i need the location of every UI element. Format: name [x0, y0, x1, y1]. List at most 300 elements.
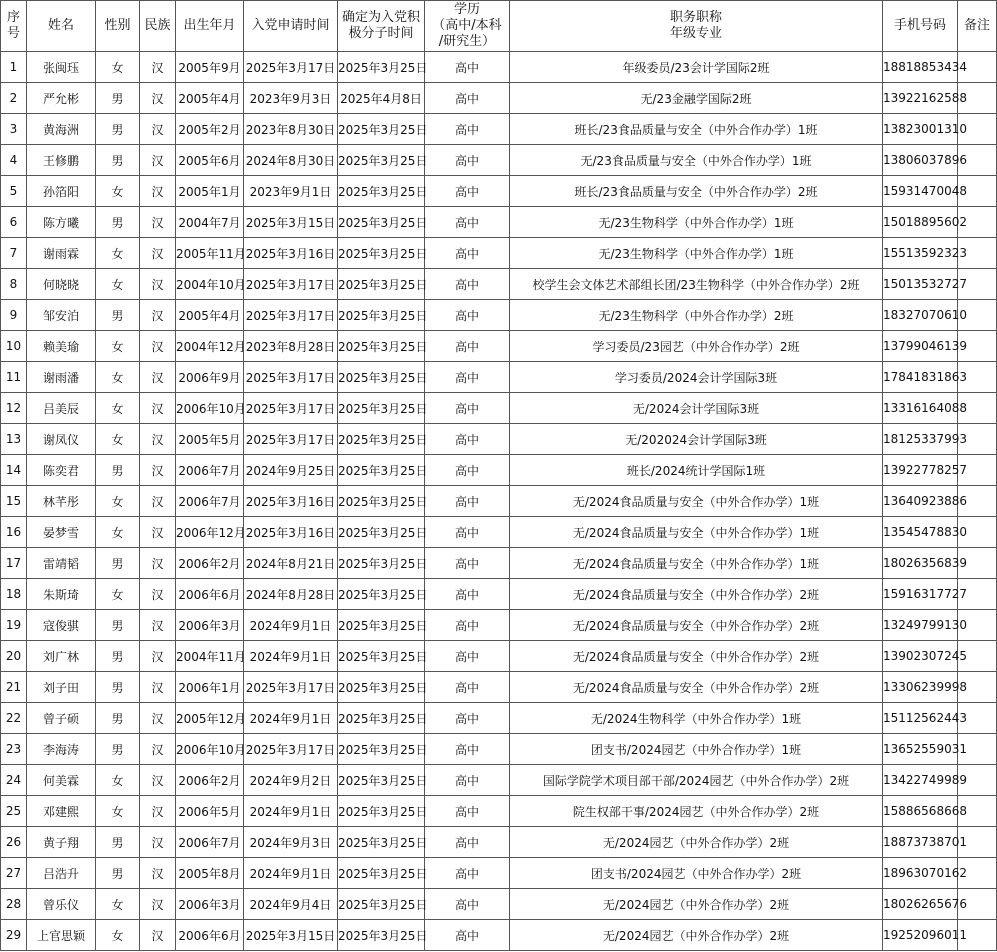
cell-apply-date: 2024年9月1日	[244, 858, 338, 889]
cell-name: 晏梦雪	[27, 517, 96, 548]
cell-gender: 男	[96, 548, 140, 579]
cell-apply-date: 2024年9月1日	[244, 796, 338, 827]
cell-name: 朱斯琦	[27, 579, 96, 610]
cell-birth: 2006年6月	[176, 920, 244, 951]
cell-education: 高中	[425, 796, 510, 827]
cell-position: 无/202024会计学国际3班	[510, 424, 883, 455]
table-row	[1, 269, 997, 300]
header-name: 姓名	[27, 1, 96, 52]
cell-gender: 女	[96, 486, 140, 517]
cell-gender: 女	[96, 920, 140, 951]
cell-position: 无/2024食品质量与安全（中外合作办学）1班	[510, 548, 883, 579]
cell-name: 谢雨潘	[27, 362, 96, 393]
cell-gender: 男	[96, 703, 140, 734]
cell-ethnicity: 汉	[140, 238, 176, 269]
cell-confirm-date: 2025年3月25日	[338, 238, 425, 269]
header-position: 职务职称 年级专业	[510, 1, 883, 52]
cell-education: 高中	[425, 548, 510, 579]
cell-ethnicity: 汉	[140, 734, 176, 765]
header-apply-date: 入党申请时间	[244, 1, 338, 52]
cell-name: 严允彬	[27, 83, 96, 114]
cell-position: 团支书/2024园艺（中外合作办学）2班	[510, 858, 883, 889]
cell-apply-date: 2025年3月17日	[244, 269, 338, 300]
cell-ethnicity: 汉	[140, 145, 176, 176]
cell-phone: 13422749989	[883, 765, 958, 796]
cell-phone: 13799046139	[883, 331, 958, 362]
cell-num: 2	[1, 83, 27, 114]
cell-num: 29	[1, 920, 27, 951]
cell-num: 12	[1, 393, 27, 424]
cell-ethnicity: 汉	[140, 300, 176, 331]
cell-birth: 2006年2月	[176, 548, 244, 579]
cell-name: 邹安泊	[27, 300, 96, 331]
table-row	[1, 238, 997, 269]
cell-num: 10	[1, 331, 27, 362]
cell-apply-date: 2024年9月1日	[244, 641, 338, 672]
cell-birth: 2006年12月	[176, 517, 244, 548]
cell-gender: 女	[96, 796, 140, 827]
cell-num: 15	[1, 486, 27, 517]
cell-name: 曾子硕	[27, 703, 96, 734]
cell-ethnicity: 汉	[140, 703, 176, 734]
cell-birth: 2004年10月	[176, 269, 244, 300]
cell-ethnicity: 汉	[140, 455, 176, 486]
cell-confirm-date: 2025年3月25日	[338, 176, 425, 207]
cell-position: 无/2024园艺（中外合作办学）2班	[510, 827, 883, 858]
cell-education: 高中	[425, 486, 510, 517]
cell-education: 高中	[425, 734, 510, 765]
cell-num: 20	[1, 641, 27, 672]
cell-num: 23	[1, 734, 27, 765]
cell-phone: 13545478830	[883, 517, 958, 548]
cell-education: 高中	[425, 672, 510, 703]
cell-birth: 2006年10月	[176, 734, 244, 765]
cell-education: 高中	[425, 269, 510, 300]
cell-confirm-date: 2025年3月25日	[338, 300, 425, 331]
cell-name: 邓建熙	[27, 796, 96, 827]
cell-confirm-date: 2025年3月25日	[338, 827, 425, 858]
table-row	[1, 765, 997, 796]
cell-apply-date: 2025年3月17日	[244, 362, 338, 393]
table-header	[1, 1, 997, 52]
cell-education: 高中	[425, 176, 510, 207]
cell-confirm-date: 2025年3月25日	[338, 207, 425, 238]
cell-num: 6	[1, 207, 27, 238]
cell-ethnicity: 汉	[140, 765, 176, 796]
cell-ethnicity: 汉	[140, 424, 176, 455]
cell-apply-date: 2023年9月3日	[244, 83, 338, 114]
cell-education: 高中	[425, 610, 510, 641]
cell-phone: 18963070162	[883, 858, 958, 889]
cell-birth: 2005年6月	[176, 145, 244, 176]
table-row	[1, 517, 997, 548]
cell-num: 9	[1, 300, 27, 331]
cell-phone: 15916317727	[883, 579, 958, 610]
cell-position: 学习委员/23园艺（中外合作办学）2班	[510, 331, 883, 362]
cell-num: 18	[1, 579, 27, 610]
cell-name: 李海涛	[27, 734, 96, 765]
cell-ethnicity: 汉	[140, 641, 176, 672]
cell-ethnicity: 汉	[140, 393, 176, 424]
table-row	[1, 703, 997, 734]
cell-name: 雷靖韬	[27, 548, 96, 579]
cell-name: 谢凤仪	[27, 424, 96, 455]
cell-phone: 13922778257	[883, 455, 958, 486]
cell-phone: 18026265676	[883, 889, 958, 920]
cell-num: 7	[1, 238, 27, 269]
cell-birth: 2005年8月	[176, 858, 244, 889]
table-row	[1, 889, 997, 920]
cell-position: 国际学院学术项目部干部/2024园艺（中外合作办学）2班	[510, 765, 883, 796]
cell-position: 无/2024食品质量与安全（中外合作办学）1班	[510, 517, 883, 548]
cell-confirm-date: 2025年3月25日	[338, 610, 425, 641]
cell-apply-date: 2025年3月17日	[244, 424, 338, 455]
cell-confirm-date: 2025年3月25日	[338, 672, 425, 703]
cell-birth: 2006年1月	[176, 672, 244, 703]
cell-name: 赖美瑜	[27, 331, 96, 362]
cell-phone: 13922162588	[883, 83, 958, 114]
cell-birth: 2006年2月	[176, 765, 244, 796]
table-row	[1, 734, 997, 765]
cell-name: 吕浩升	[27, 858, 96, 889]
cell-confirm-date: 2025年3月25日	[338, 269, 425, 300]
cell-position: 无/2024园艺（中外合作办学）2班	[510, 889, 883, 920]
cell-num: 28	[1, 889, 27, 920]
cell-birth: 2006年5月	[176, 796, 244, 827]
cell-position: 学习委员/2024会计学国际3班	[510, 362, 883, 393]
cell-ethnicity: 汉	[140, 114, 176, 145]
header-gender: 性别	[96, 1, 140, 52]
cell-phone: 19252096011	[883, 920, 958, 951]
cell-apply-date: 2024年9月4日	[244, 889, 338, 920]
cell-education: 高中	[425, 827, 510, 858]
cell-ethnicity: 汉	[140, 672, 176, 703]
cell-name: 吕美辰	[27, 393, 96, 424]
cell-name: 黄海洲	[27, 114, 96, 145]
table-row	[1, 920, 997, 951]
header-phone: 手机号码	[883, 1, 958, 52]
cell-position: 无/2024园艺（中外合作办学）2班	[510, 920, 883, 951]
cell-apply-date: 2023年9月1日	[244, 176, 338, 207]
cell-num: 4	[1, 145, 27, 176]
cell-education: 高中	[425, 83, 510, 114]
cell-confirm-date: 2025年3月25日	[338, 858, 425, 889]
cell-name: 林芊彤	[27, 486, 96, 517]
table-body	[1, 52, 997, 951]
header-num: 序 号	[1, 1, 27, 52]
cell-name: 王修鹏	[27, 145, 96, 176]
cell-position: 无/2024食品质量与安全（中外合作办学）2班	[510, 579, 883, 610]
cell-confirm-date: 2025年3月25日	[338, 920, 425, 951]
cell-education: 高中	[425, 889, 510, 920]
cell-ethnicity: 汉	[140, 331, 176, 362]
cell-apply-date: 2025年3月16日	[244, 238, 338, 269]
cell-apply-date: 2025年3月16日	[244, 517, 338, 548]
cell-ethnicity: 汉	[140, 920, 176, 951]
cell-confirm-date: 2025年3月25日	[338, 145, 425, 176]
cell-confirm-date: 2025年3月25日	[338, 486, 425, 517]
cell-birth: 2005年11月	[176, 238, 244, 269]
cell-phone: 13652559031	[883, 734, 958, 765]
cell-apply-date: 2024年9月3日	[244, 827, 338, 858]
cell-position: 无/2024食品质量与安全（中外合作办学）1班	[510, 486, 883, 517]
cell-gender: 女	[96, 393, 140, 424]
cell-num: 13	[1, 424, 27, 455]
cell-education: 高中	[425, 641, 510, 672]
cell-birth: 2006年10月	[176, 393, 244, 424]
cell-confirm-date: 2025年3月25日	[338, 393, 425, 424]
cell-education: 高中	[425, 393, 510, 424]
cell-gender: 女	[96, 362, 140, 393]
cell-gender: 男	[96, 641, 140, 672]
cell-ethnicity: 汉	[140, 486, 176, 517]
cell-birth: 2006年7月	[176, 455, 244, 486]
cell-phone: 13306239998	[883, 672, 958, 703]
cell-position: 无/2024食品质量与安全（中外合作办学）2班	[510, 610, 883, 641]
cell-num: 14	[1, 455, 27, 486]
cell-ethnicity: 汉	[140, 858, 176, 889]
table-row	[1, 672, 997, 703]
cell-phone: 15013532727	[883, 269, 958, 300]
cell-confirm-date: 2025年3月25日	[338, 331, 425, 362]
table-row	[1, 610, 997, 641]
cell-num: 24	[1, 765, 27, 796]
cell-phone: 15018895602	[883, 207, 958, 238]
cell-apply-date: 2025年3月15日	[244, 207, 338, 238]
cell-education: 高中	[425, 858, 510, 889]
cell-phone: 18873738701	[883, 827, 958, 858]
cell-num: 17	[1, 548, 27, 579]
cell-phone: 15886568668	[883, 796, 958, 827]
cell-apply-date: 2025年3月17日	[244, 300, 338, 331]
cell-apply-date: 2024年9月25日	[244, 455, 338, 486]
cell-ethnicity: 汉	[140, 548, 176, 579]
cell-name: 陈奕君	[27, 455, 96, 486]
cell-apply-date: 2025年3月17日	[244, 52, 338, 83]
table-row	[1, 83, 997, 114]
cell-confirm-date: 2025年3月25日	[338, 579, 425, 610]
cell-name: 刘广林	[27, 641, 96, 672]
cell-num: 5	[1, 176, 27, 207]
table-row	[1, 455, 997, 486]
cell-confirm-date: 2025年3月25日	[338, 362, 425, 393]
cell-num: 8	[1, 269, 27, 300]
cell-confirm-date: 2025年3月25日	[338, 517, 425, 548]
cell-gender: 女	[96, 424, 140, 455]
cell-gender: 男	[96, 734, 140, 765]
cell-gender: 女	[96, 889, 140, 920]
cell-apply-date: 2025年3月17日	[244, 734, 338, 765]
cell-name: 何晓晓	[27, 269, 96, 300]
table-row	[1, 176, 997, 207]
cell-apply-date: 2024年9月2日	[244, 765, 338, 796]
cell-birth: 2005年1月	[176, 176, 244, 207]
cell-education: 高中	[425, 114, 510, 145]
cell-confirm-date: 2025年3月25日	[338, 641, 425, 672]
cell-gender: 男	[96, 83, 140, 114]
cell-ethnicity: 汉	[140, 207, 176, 238]
cell-phone: 13640923886	[883, 486, 958, 517]
header-ethnicity: 民族	[140, 1, 176, 52]
cell-confirm-date: 2025年3月25日	[338, 455, 425, 486]
cell-ethnicity: 汉	[140, 579, 176, 610]
cell-education: 高中	[425, 920, 510, 951]
cell-gender: 男	[96, 827, 140, 858]
cell-num: 27	[1, 858, 27, 889]
cell-apply-date: 2024年8月30日	[244, 145, 338, 176]
cell-apply-date: 2025年3月17日	[244, 672, 338, 703]
cell-education: 高中	[425, 145, 510, 176]
cell-education: 高中	[425, 424, 510, 455]
cell-gender: 女	[96, 238, 140, 269]
cell-birth: 2006年7月	[176, 486, 244, 517]
cell-education: 高中	[425, 331, 510, 362]
table-row	[1, 827, 997, 858]
cell-phone: 13823001310	[883, 114, 958, 145]
cell-ethnicity: 汉	[140, 362, 176, 393]
cell-education: 高中	[425, 238, 510, 269]
header-row	[1, 1, 997, 52]
cell-birth: 2005年9月	[176, 52, 244, 83]
cell-phone: 17841831863	[883, 362, 958, 393]
cell-name: 刘子田	[27, 672, 96, 703]
cell-ethnicity: 汉	[140, 889, 176, 920]
cell-birth: 2005年4月	[176, 300, 244, 331]
cell-birth: 2006年3月	[176, 610, 244, 641]
cell-gender: 男	[96, 114, 140, 145]
cell-confirm-date: 2025年3月25日	[338, 703, 425, 734]
cell-apply-date: 2024年8月28日	[244, 579, 338, 610]
cell-ethnicity: 汉	[140, 83, 176, 114]
cell-ethnicity: 汉	[140, 52, 176, 83]
cell-num: 21	[1, 672, 27, 703]
table-row	[1, 52, 997, 83]
cell-position: 无/23金融学国际2班	[510, 83, 883, 114]
cell-birth: 2004年7月	[176, 207, 244, 238]
cell-birth: 2005年4月	[176, 83, 244, 114]
cell-birth: 2005年5月	[176, 424, 244, 455]
cell-gender: 男	[96, 672, 140, 703]
cell-confirm-date: 2025年3月25日	[338, 734, 425, 765]
table-row	[1, 145, 997, 176]
cell-apply-date: 2023年8月28日	[244, 331, 338, 362]
cell-phone: 13902307245	[883, 641, 958, 672]
cell-name: 寇俊骐	[27, 610, 96, 641]
cell-position: 无/23生物科学（中外合作办学）2班	[510, 300, 883, 331]
cell-name: 上官思颖	[27, 920, 96, 951]
cell-ethnicity: 汉	[140, 176, 176, 207]
cell-phone: 15112562443	[883, 703, 958, 734]
cell-num: 11	[1, 362, 27, 393]
cell-position: 班长/2024统计学国际1班	[510, 455, 883, 486]
cell-confirm-date: 2025年4月8日	[338, 83, 425, 114]
cell-position: 院生权部干事/2024园艺（中外合作办学）2班	[510, 796, 883, 827]
cell-phone: 13249799130	[883, 610, 958, 641]
cell-num: 26	[1, 827, 27, 858]
cell-phone: 13806037896	[883, 145, 958, 176]
cell-confirm-date: 2025年3月25日	[338, 114, 425, 145]
cell-birth: 2004年11月	[176, 641, 244, 672]
cell-position: 班长/23食品质量与安全（中外合作办学）2班	[510, 176, 883, 207]
cell-position: 年级委员/23会计学国际2班	[510, 52, 883, 83]
cell-birth: 2006年6月	[176, 579, 244, 610]
cell-education: 高中	[425, 207, 510, 238]
cell-confirm-date: 2025年3月25日	[338, 548, 425, 579]
header-education: 学历 （高中/本科 /研究生）	[425, 1, 510, 52]
cell-apply-date: 2024年8月21日	[244, 548, 338, 579]
cell-apply-date: 2024年9月1日	[244, 610, 338, 641]
cell-ethnicity: 汉	[140, 827, 176, 858]
cell-apply-date: 2025年3月16日	[244, 486, 338, 517]
cell-phone: 18327070610	[883, 300, 958, 331]
cell-name: 何美霖	[27, 765, 96, 796]
cell-phone: 13316164088	[883, 393, 958, 424]
cell-gender: 女	[96, 52, 140, 83]
cell-education: 高中	[425, 455, 510, 486]
cell-name: 陈方曦	[27, 207, 96, 238]
cell-position: 班长/23食品质量与安全（中外合作办学）1班	[510, 114, 883, 145]
cell-education: 高中	[425, 765, 510, 796]
cell-ethnicity: 汉	[140, 517, 176, 548]
cell-ethnicity: 汉	[140, 610, 176, 641]
cell-num: 1	[1, 52, 27, 83]
cell-num: 25	[1, 796, 27, 827]
table-row	[1, 300, 997, 331]
table-row	[1, 486, 997, 517]
cell-education: 高中	[425, 300, 510, 331]
header-confirm-date: 确定为入党积 极分子时间	[338, 1, 425, 52]
cell-position: 无/23生物科学（中外合作办学）1班	[510, 238, 883, 269]
table-row	[1, 207, 997, 238]
cell-gender: 女	[96, 176, 140, 207]
cell-gender: 女	[96, 765, 140, 796]
cell-position: 团支书/2024园艺（中外合作办学）1班	[510, 734, 883, 765]
table-row	[1, 114, 997, 145]
cell-education: 高中	[425, 362, 510, 393]
cell-position: 无/23食品质量与安全（中外合作办学）1班	[510, 145, 883, 176]
cell-confirm-date: 2025年3月25日	[338, 424, 425, 455]
cell-phone: 18818853434	[883, 52, 958, 83]
cell-confirm-date: 2025年3月25日	[338, 796, 425, 827]
cell-position: 无/23生物科学（中外合作办学）1班	[510, 207, 883, 238]
cell-gender: 女	[96, 269, 140, 300]
cell-birth: 2005年12月	[176, 703, 244, 734]
header-birth: 出生年月	[176, 1, 244, 52]
cell-apply-date: 2025年3月15日	[244, 920, 338, 951]
table-row	[1, 858, 997, 889]
cell-phone: 15931470048	[883, 176, 958, 207]
cell-gender: 男	[96, 300, 140, 331]
cell-birth: 2006年9月	[176, 362, 244, 393]
cell-num: 16	[1, 517, 27, 548]
cell-name: 孙箔阳	[27, 176, 96, 207]
table-row	[1, 331, 997, 362]
cell-position: 无/2024食品质量与安全（中外合作办学）2班	[510, 641, 883, 672]
cell-confirm-date: 2025年3月25日	[338, 52, 425, 83]
cell-position: 无/2024生物科学（中外合作办学）1班	[510, 703, 883, 734]
cell-num: 3	[1, 114, 27, 145]
cell-num: 19	[1, 610, 27, 641]
cell-gender: 男	[96, 207, 140, 238]
cell-birth: 2006年3月	[176, 889, 244, 920]
table-row	[1, 424, 997, 455]
cell-confirm-date: 2025年3月25日	[338, 765, 425, 796]
cell-apply-date: 2024年9月1日	[244, 703, 338, 734]
cell-name: 曾乐仪	[27, 889, 96, 920]
cell-position: 无/2024会计学国际3班	[510, 393, 883, 424]
cell-ethnicity: 汉	[140, 796, 176, 827]
cell-gender: 女	[96, 579, 140, 610]
